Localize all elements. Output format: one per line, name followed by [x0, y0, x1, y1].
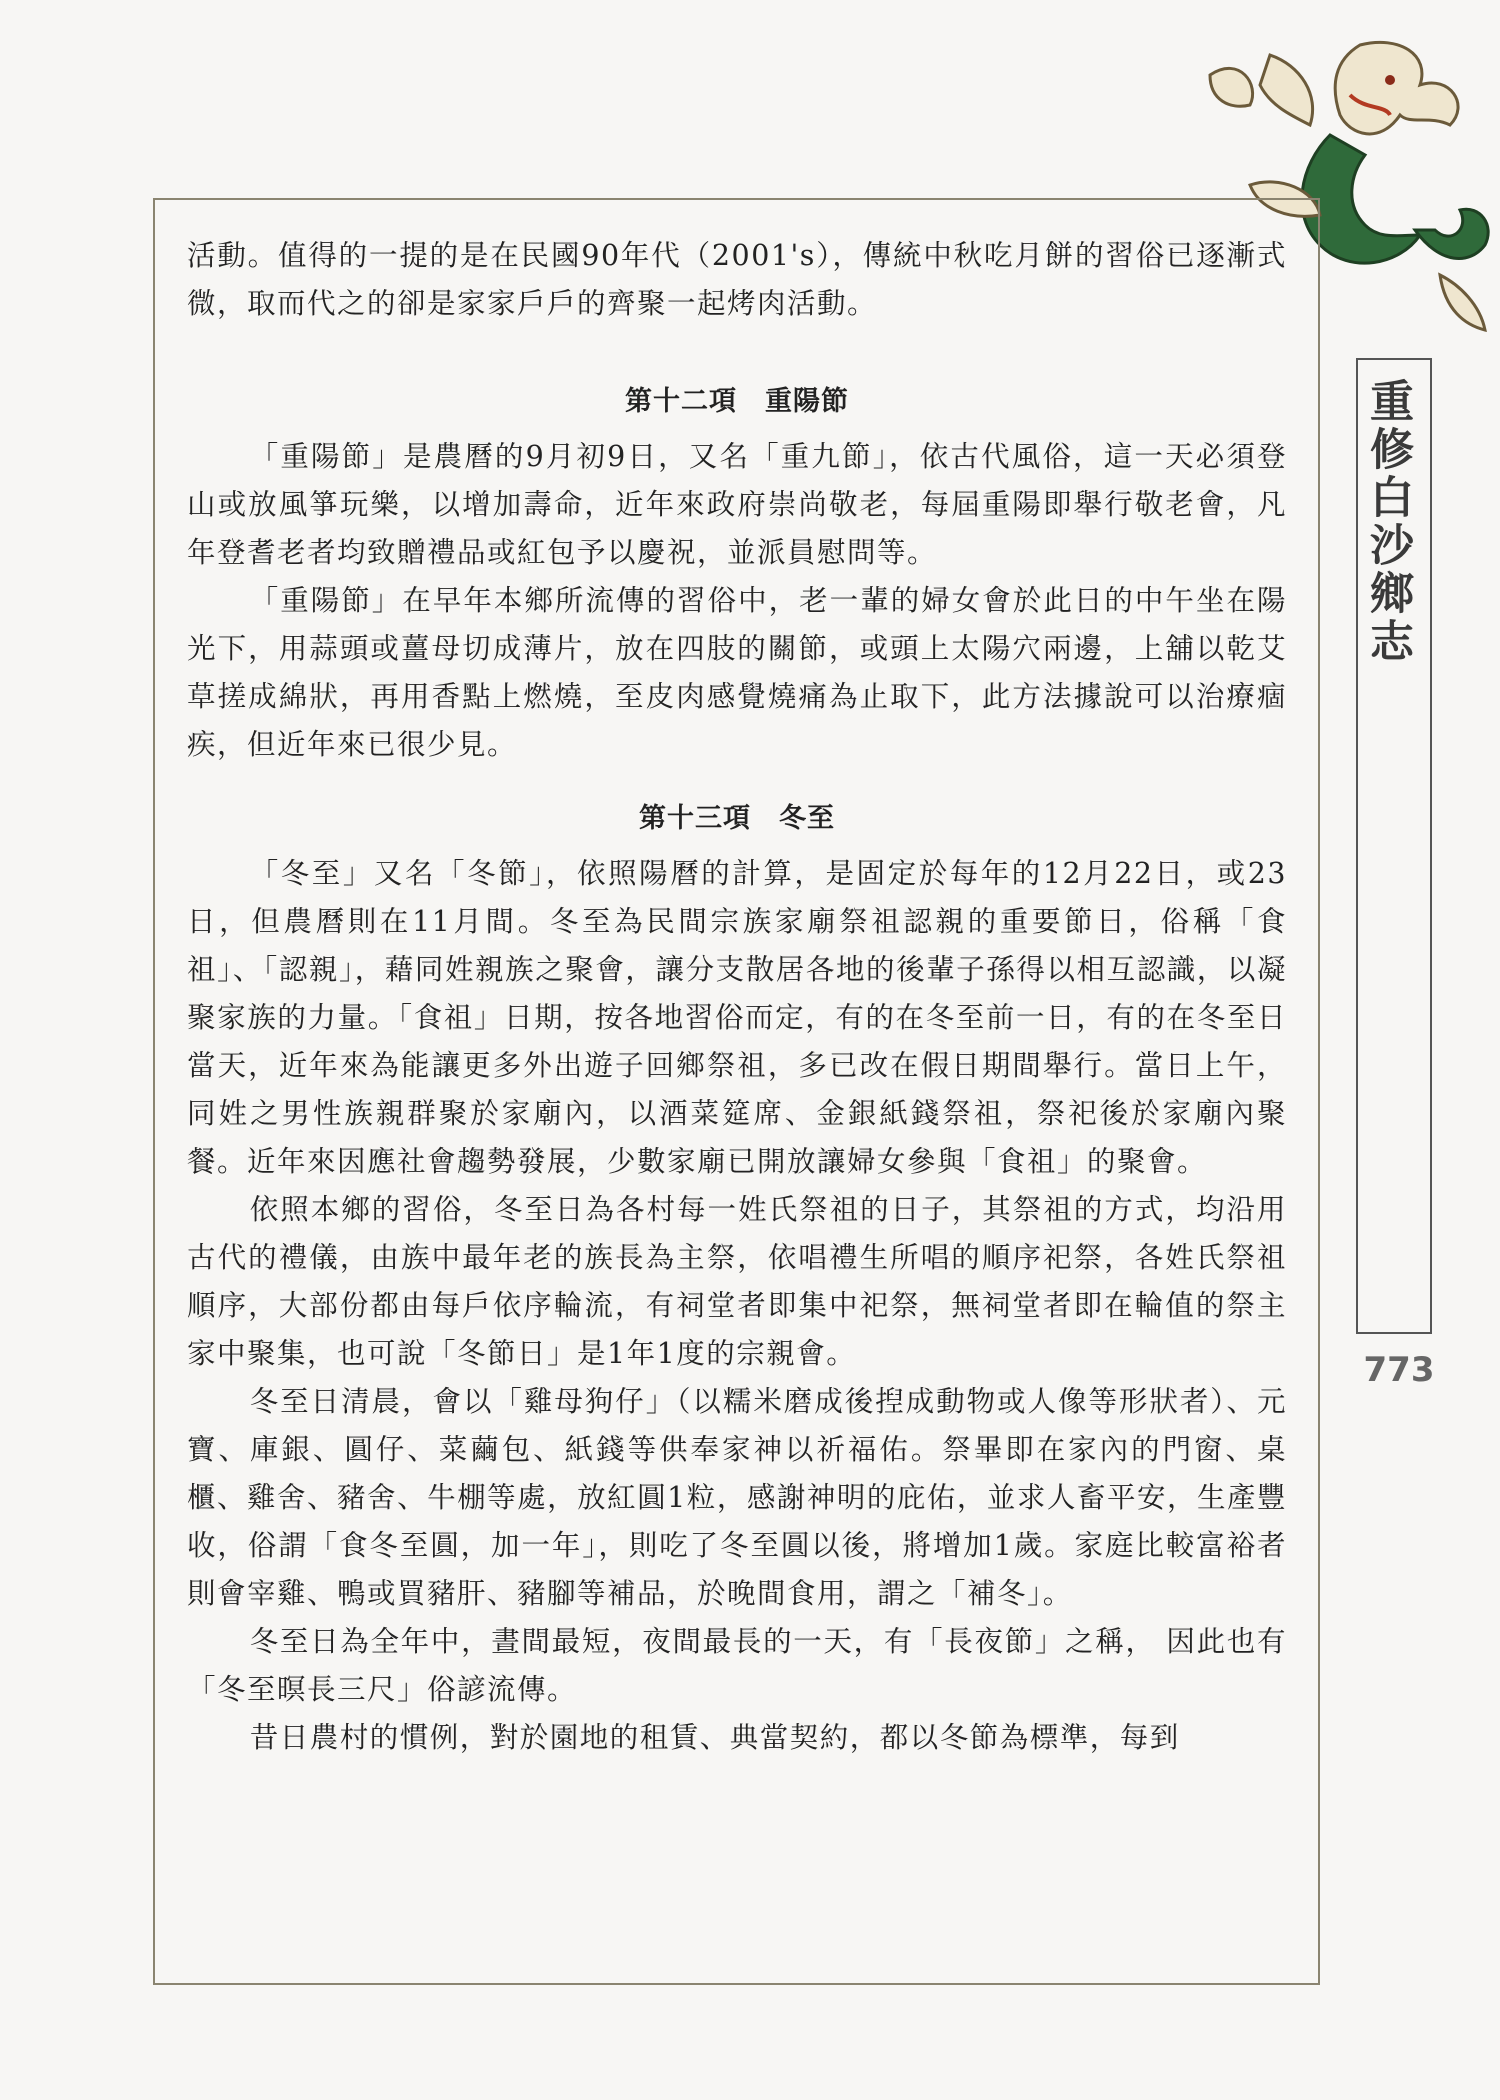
page-body [187, 232, 1287, 1982]
section-heading-winter-solstice: 第十三項 冬至 [639, 803, 835, 834]
page-number: 773 [1363, 1350, 1435, 1390]
paragraph: 冬至日為全年中，晝間最短，夜間最長的一天，有「長夜節」之稱， 因此也有「冬至暝長三尺」俗諺流傳。 [187, 1625, 1287, 1706]
paragraph: 「冬至」又名「冬節」，依照陽曆的計算，是固定於每年的12月22日，或23日，但農曆則在11月間。冬至為民間宗族家廟祭祖認親的重要節日，俗稱「食祖」、「認親」，藉同姓親族之聚會，讓分支散居各地的後輩子孫得以相互認識，以凝聚家族的力量。「食祖」日期，按各地習俗而定，有的在冬至前一日，有的在冬至日當天，近年來為能讓更多外出遊子回鄉祭祖，多已改在假日期間舉行。當日上午，同姓之男性族親群聚於家廟內，以酒菜筵席、金銀紙錢祭祖，祭祀後於家廟內聚餐。近年來因應社會趨勢發展，少數家廟已開放讓婦女參與「食祖」的聚會。 [187, 857, 1287, 1178]
paragraph: 活動。值得的一提的是在民國90年代（2001's），傳統中秋吃月餅的習俗已逐漸式微，取而代之的卻是家家戶戶的齊聚一起烤肉活動。 [187, 239, 1287, 320]
paragraph: 昔日農村的慣例，對於園地的租賃、典當契約，都以冬節為標準，每到 [249, 1721, 1180, 1754]
paragraph: 「重陽節」是農曆的9月初9日，又名「重九節」，依古代風俗，這一天必須登山或放風箏玩樂，以增加壽命，近年來政府崇尚敬老，每屆重陽即舉行敬老會，凡年登耆老者均致贈禮品或紅包予以慶祝，並派員慰問等。 [187, 440, 1287, 569]
section-heading-double-ninth: 第十二項 重陽節 [625, 386, 849, 417]
paragraph: 「重陽節」在早年本鄉所流傳的習俗中，老一輩的婦女會於此日的中午坐在陽光下，用蒜頭或薑母切成薄片，放在四肢的關節，或頭上太陽穴兩邊，上舖以乾艾草搓成綿狀，再用香點上燃燒，至皮肉感覺燒痛為止取下，此方法據說可以治療痼疾，但近年來已很少見。 [187, 584, 1287, 761]
paragraph: 冬至日清晨，會以「雞母狗仔」（以糯米磨成後揑成動物或人像等形狀者）、元寶、庫銀、圓仔、菜繭包、紙錢等供奉家神以祈福佑。祭畢即在家內的門窗、桌櫃、雞舍、豬舍、牛棚等處，放紅圓1粒，感謝神明的庇佑，並求人畜平安，生產豐收，俗謂「食冬至圓，加一年」，則吃了冬至圓以後，將增加1歲。家庭比較富裕者則會宰雞、鴨或買豬肝、豬腳等補品，於晚間食用，謂之「補冬」。 [187, 1385, 1287, 1610]
paragraph: 依照本鄉的習俗，冬至日為各村每一姓氏祭祖的日子，其祭祖的方式，均沿用古代的禮儀，由族中最年老的族長為主祭，依唱禮生所唱的順序祀祭，各姓氏祭祖順序，大部份都由每戶依序輪流，有祠堂者即集中祀祭，無祠堂者即在輪值的祭主家中聚集，也可說「冬節日」是1年1度的宗親會。 [187, 1193, 1287, 1370]
book-title: 重修白沙鄉志 [1362, 378, 1413, 666]
